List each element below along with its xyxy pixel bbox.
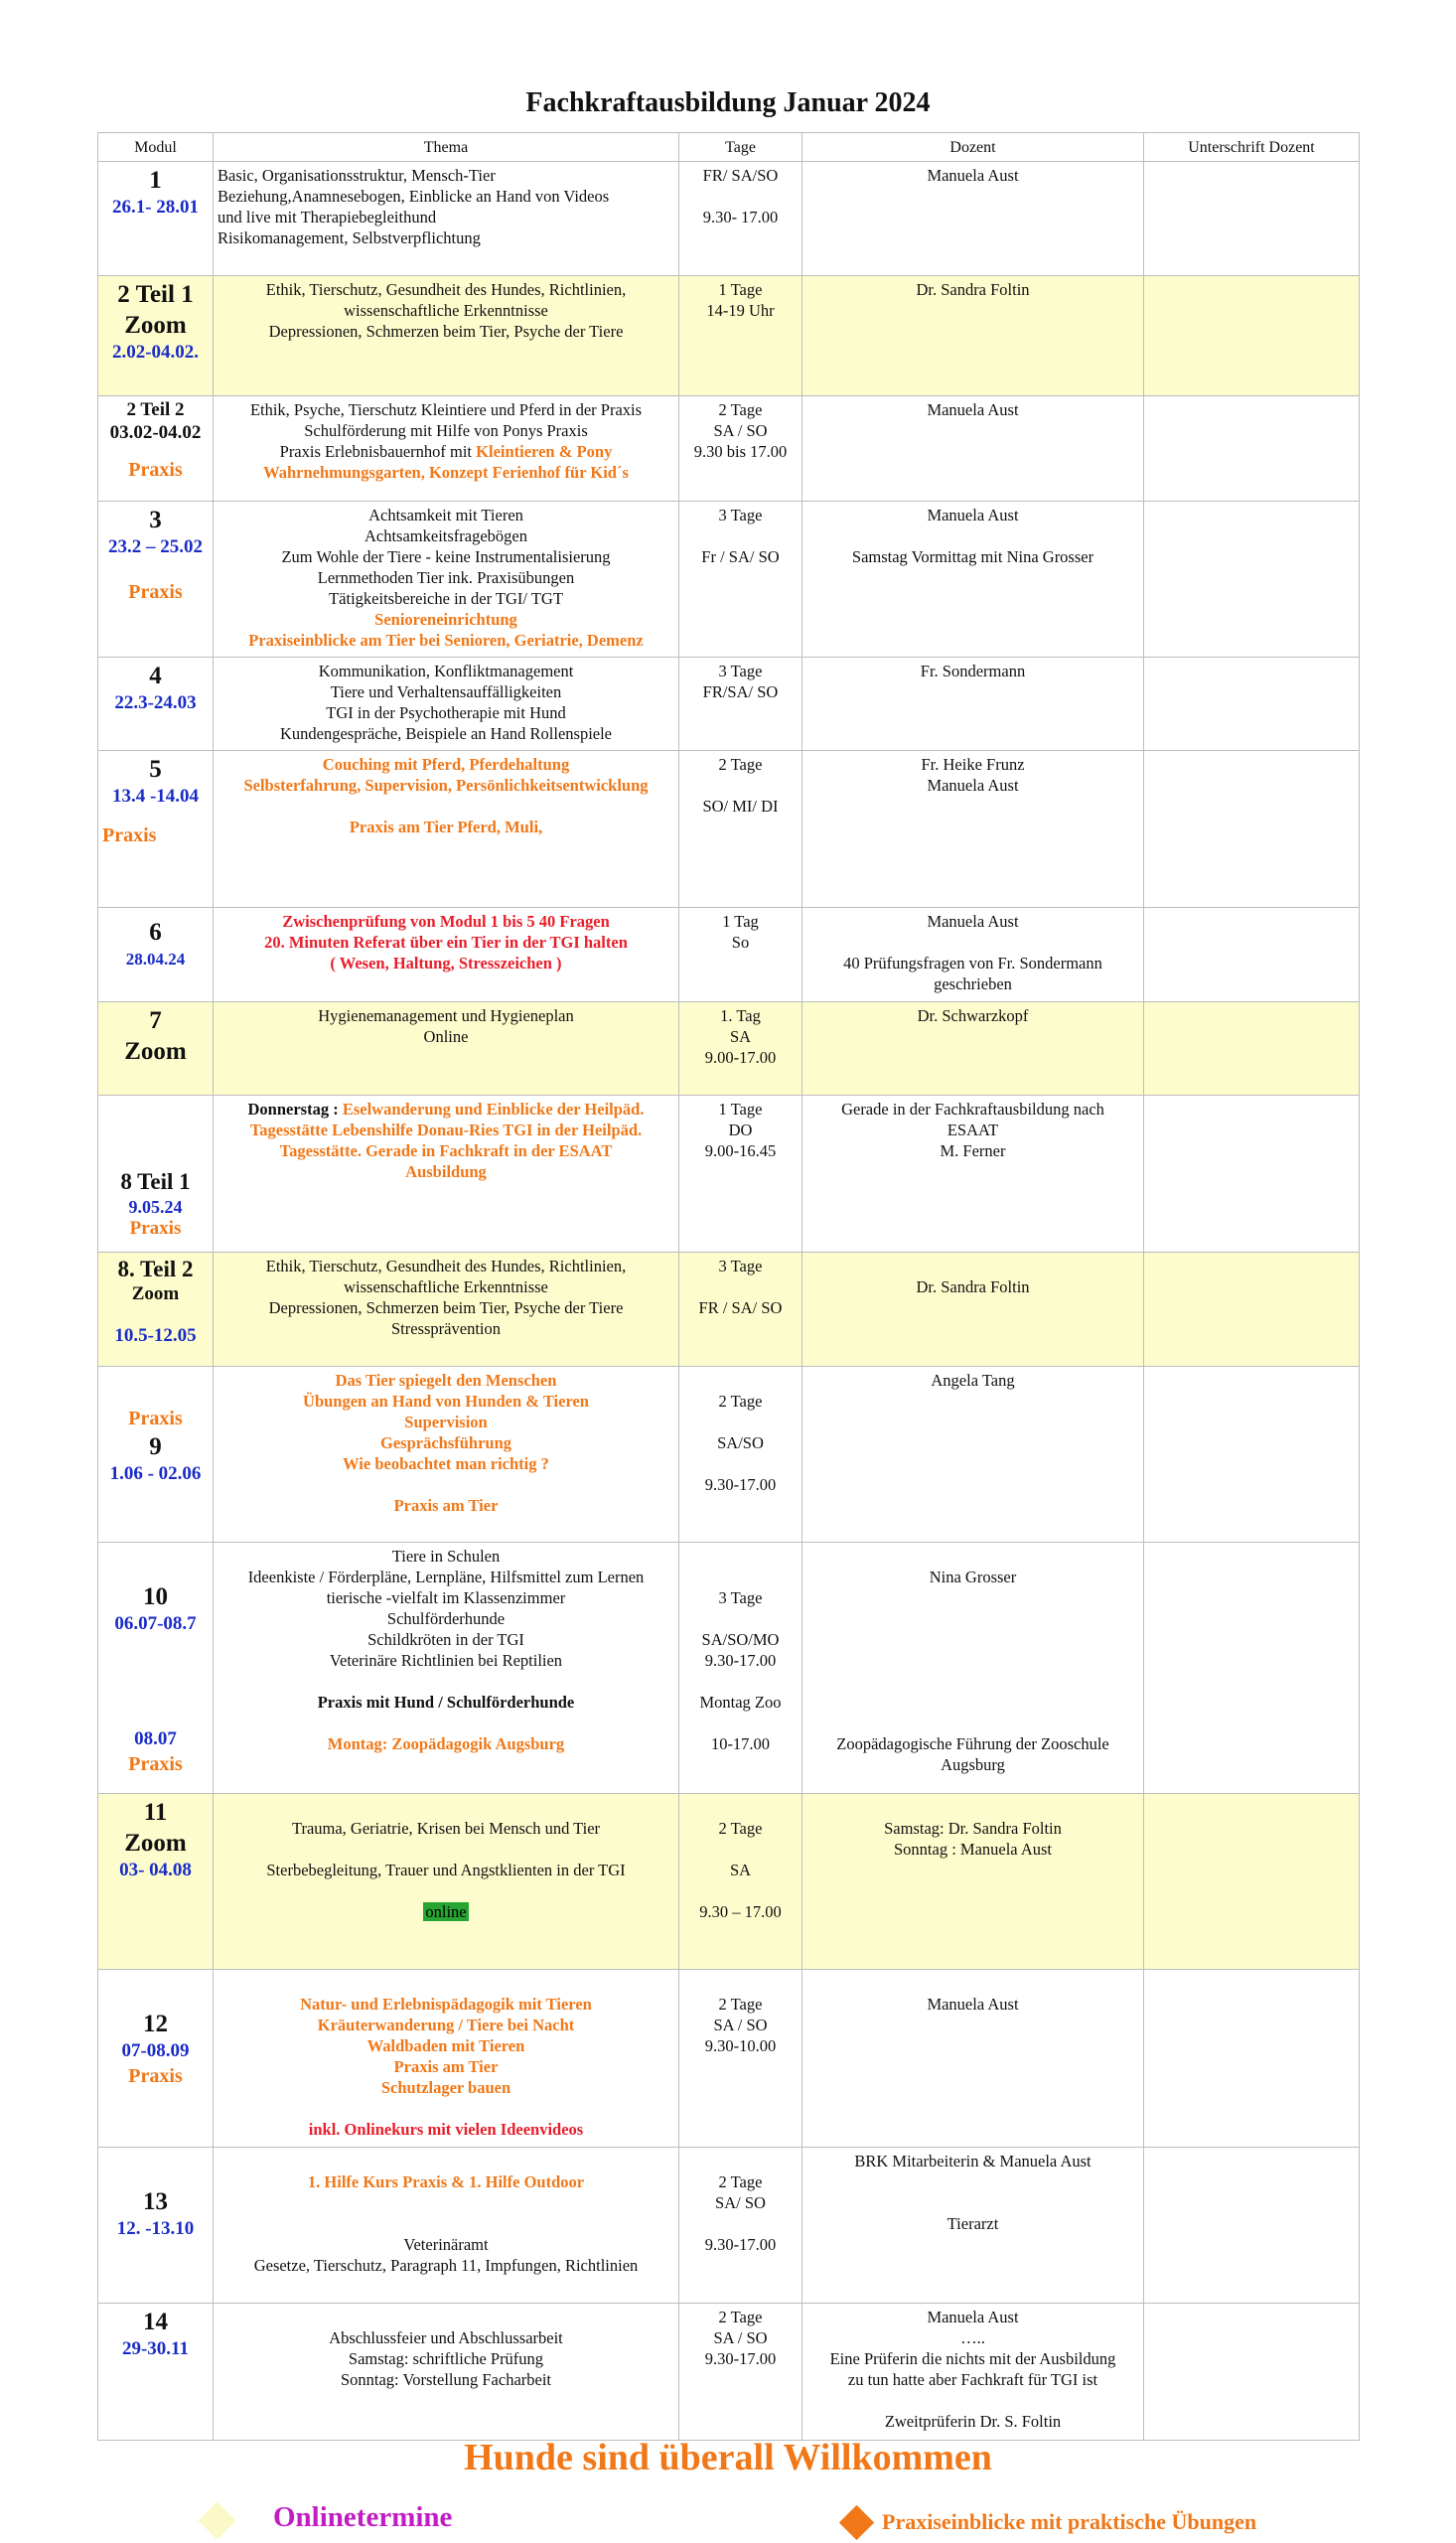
table-row [98,396,1360,502]
thema-line: wissenschaftliche Erkenntnisse [344,301,548,320]
tage-line: 2 Tage [718,400,763,419]
thema-line: Tiere und Verhaltensauffälligkeiten [330,682,562,701]
dozent-line: Manuela Aust [927,1995,1019,2014]
thema-highlight: Ausbildung [405,1162,487,1181]
thema-highlight: Senioreneinrichtung [374,610,517,629]
table-row [98,658,1360,751]
modul-number: 5 [149,756,162,783]
thema-highlight: Tagesstätte. Gerade in Fachkraft in der ESAAT [279,1141,613,1160]
thema-line: wissenschaftliche Erkenntnisse [344,1277,548,1296]
dozent-line: geschrieben [934,974,1012,993]
modul-cell [98,396,214,502]
dozent-line: Manuela Aust [927,506,1019,524]
table-row [98,502,1360,658]
thema-line: Schulförderhunde [386,1609,506,1628]
header-modul: Modul [98,133,214,162]
modul-cell [98,2148,214,2304]
thema-line: Zum Wohle der Tiere - keine Instrumentalisierung [281,547,611,566]
tage-line: 3 Tage [718,1257,763,1275]
thema-text: Praxis Erlebnisbauernhof mit [279,442,477,461]
tage-line: SA [729,1027,752,1046]
modul-number: 13 [143,2188,168,2215]
tage-line: 2 Tage [718,755,763,774]
thema-line [218,1901,674,1922]
modul-date: 03- 04.08 [119,1860,192,1880]
tage-cell [679,2148,802,2304]
thema-line: Veterinäre Richtlinien bei Reptilien [329,1651,563,1670]
thema-line: Ethik, Tierschutz, Gesundheit des Hundes, Richtlinien, [265,280,627,299]
modul-cell [98,1543,214,1794]
thema-cell [214,908,679,1002]
thema-line: Online [423,1027,469,1046]
tage-line: 9.30 – 17.00 [699,1902,782,1921]
modul-praxis-label: Praxis [128,459,183,481]
dozent-cell [802,2304,1144,2441]
dozent-line: Sonntag : Manuela Aust [893,1840,1053,1859]
modul-cell [98,502,214,658]
modul-number: 12 [143,2011,168,2037]
dozent-line: Augsburg [941,1755,1005,1774]
dozent-line: Eine Prüferin die nichts mit der Ausbildung [829,2349,1116,2368]
modul-date: 28.04.24 [125,950,186,969]
table-header-row [98,133,1360,162]
tage-line: 3 Tage [718,662,763,680]
legend-praxis-label: Praxiseinblicke mit praktische Übungen [882,2509,1257,2534]
dozent-line: Manuela Aust [927,400,1019,419]
online-badge: online [425,1902,467,1921]
signature-cell[interactable] [1144,908,1360,1002]
table-row [98,2304,1360,2441]
modul-praxis-label: Praxis [129,1218,182,1239]
modul-praxis-label: Praxis [128,581,183,603]
dozent-line: Manuela Aust [927,2308,1019,2326]
tage-cell [679,751,802,908]
tage-cell [679,1002,802,1096]
thema-cell [214,1970,679,2148]
tage-line: 9.30-17.00 [704,1475,777,1494]
dozent-cell [802,1253,1144,1367]
thema-line: TGI in der Psychotherapie mit Hund [326,703,566,722]
modul-number: 7 [149,1007,162,1034]
tage-cell [679,1794,802,1970]
dozent-line: Manuela Aust [927,166,1019,185]
thema-line: Tiere in Schulen [391,1547,501,1566]
modul-cell [98,162,214,276]
tage-line: FR/ SA/SO [702,166,779,185]
dozent-cell [802,396,1144,502]
tage-line: 9.00-17.00 [704,1048,777,1067]
thema-line [218,441,674,462]
tage-cell [679,1096,802,1253]
dozent-cell [802,276,1144,396]
modul-date: 06.07-08.7 [114,1613,197,1634]
thema-highlight: Übungen an Hand von Hunden & Tieren [303,1392,589,1411]
thema-cell [214,1096,679,1253]
page-title: Fachkraftausbildung Januar 2024 [525,87,931,118]
thema-line: Risikomanagement, Selbstverpflichtung [218,228,481,247]
thema-alert: ( Wesen, Haltung, Stresszeichen ) [330,954,562,972]
schedule-table [97,132,1360,2441]
dozent-line: Nina Grosser [929,1568,1017,1586]
yellow-diamond-icon [198,2501,235,2539]
thema-highlight: Couching mit Pferd, Pferdehaltung [322,755,570,774]
header-thema: Thema [214,133,679,162]
dozent-line: Gerade in der Fachkraftausbildung nach [841,1100,1104,1119]
thema-line: Stressprävention [391,1319,501,1338]
thema-highlight: Praxis am Tier Pferd, Muli, [349,818,543,836]
dozent-cell [802,1367,1144,1543]
modul-praxis-label: Praxis [128,2065,183,2087]
thema-cell [214,1002,679,1096]
tage-line: SA / SO [713,2016,768,2034]
tage-line: 1. Tag [720,1006,761,1025]
tage-line: 2 Tage [718,1819,763,1838]
thema-line: Sterbebegleitung, Trauer und Angstklienten in der TGI [266,1861,626,1879]
modul-cell [98,1367,214,1543]
dozent-cell [802,1543,1144,1794]
thema-line: Tätigkeitsbereiche in der TGI/ TGT [329,589,563,608]
thema-line [218,1099,674,1120]
dozent-line: Fr. Heike Frunz [921,755,1025,774]
modul-number: 10 [143,1583,168,1610]
modul-praxis-label: Praxis [128,1753,183,1775]
tage-line: SA/ SO [715,2193,766,2212]
modul-cell [98,751,214,908]
dozent-cell [802,502,1144,658]
thema-line: Samstag: schriftliche Prüfung [348,2349,544,2368]
dozent-cell [802,1002,1144,1096]
dozent-cell [802,658,1144,751]
thema-highlight: Gesprächsführung [379,1433,512,1452]
dozent-cell [802,162,1144,276]
tage-line: 9.30-17.00 [704,2235,777,2254]
thema-line: Achtsamkeit mit Tieren [368,506,523,524]
dozent-line: Tierarzt [946,2214,999,2233]
thema-line: Depressionen, Schmerzen beim Tier, Psyche der Tiere [268,1298,624,1317]
modul-cell [98,1794,214,1970]
modul-number: 9 [149,1433,162,1460]
signature-cell[interactable] [1144,1367,1360,1543]
dozent-cell [802,908,1144,1002]
tage-line: 9.30-17.00 [704,1651,777,1670]
modul-date: 10.5-12.05 [114,1325,197,1346]
thema-cell [214,1253,679,1367]
tage-line: 1 Tage [718,1100,763,1119]
thema-highlight: 1. Hilfe Kurs Praxis & 1. Hilfe Outdoor [307,2172,585,2191]
table-row [98,751,1360,908]
tage-line: 14-19 Uhr [706,301,775,320]
signature-cell[interactable] [1144,396,1360,502]
tage-cell [679,908,802,1002]
table-row [98,1794,1360,1970]
modul-date: 1.06 - 02.06 [109,1463,202,1484]
thema-highlight: Waldbaden mit Tieren [366,2036,525,2055]
dozent-line: Zweitprüferin Dr. S. Foltin [884,2412,1062,2431]
tage-line: Montag Zoo [699,1693,782,1712]
thema-line: Hygienemanagement und Hygieneplan [318,1006,574,1025]
tage-line: 1 Tage [718,280,763,299]
dozent-line: zu tun hatte aber Fachkraft für TGI ist [847,2370,1098,2389]
tage-line: 3 Tage [718,1588,763,1607]
modul-praxis-label: Praxis [128,1408,183,1429]
table-row [98,162,1360,276]
dozent-line: Fr. Sondermann [920,662,1026,680]
modul-number: 2 Teil 2 [126,399,185,420]
modul-praxis-label: Praxis [102,824,157,846]
modul-date: 26.1- 28.01 [111,197,200,218]
thema-cell [214,658,679,751]
tage-line: 2 Tage [718,2308,763,2326]
thema-line: Ethik, Tierschutz, Gesundheit des Hundes, Richtlinien, [265,1257,627,1275]
modul-cell [98,276,214,396]
modul-number: 11 [143,1799,168,1826]
modul-date-2: 08.07 [134,1728,177,1749]
thema-line: Kundengespräche, Beispiele an Hand Rollenspiele [279,724,613,743]
thema-line: Basic, Organisationsstruktur, Mensch-Tier [218,166,496,185]
header-dozent: Dozent [802,133,1144,162]
thema-line: Lernmethoden Tier ink. Praxisübungen [317,568,575,587]
footer-slogan: Hunde sind überall Willkommen [464,2437,992,2478]
tage-cell [679,502,802,658]
thema-highlight: Praxiseinblicke am Tier bei Senioren, Geriatrie, Demenz [248,631,644,650]
thema-cell [214,1367,679,1543]
thema-line: Gesetze, Tierschutz, Paragraph 11, Impfungen, Richtlinien [253,2256,639,2275]
tage-cell [679,396,802,502]
signature-cell[interactable] [1144,2148,1360,2304]
thema-highlight: Supervision [404,1413,488,1431]
thema-highlight: Schutzlager bauen [380,2078,511,2097]
signature-cell[interactable] [1144,162,1360,276]
table-row [98,1367,1360,1543]
tage-line: SA / SO [713,421,768,440]
tage-cell [679,276,802,396]
thema-highlight: Praxis am Tier [393,1496,499,1515]
dozent-cell [802,2148,1144,2304]
thema-alert: 20. Minuten Referat über ein Tier in der TGI halten [264,933,628,952]
thema-line: Beziehung,Anamnesebogen, Einblicke an Hand von Videos [218,187,610,206]
tage-line: 9.30-17.00 [704,2349,777,2368]
tage-line: SA/SO/MO [701,1630,780,1649]
thema-line: Trauma, Geriatrie, Krisen bei Mensch und Tier [291,1819,601,1838]
modul-date: 03.02-04.02 [109,422,202,443]
tage-line: 2 Tage [718,1392,763,1411]
tage-line: 1 Tag [722,912,759,931]
table-row [98,1253,1360,1367]
modul-date: 23.2 – 25.02 [108,536,203,557]
modul-number: 8 Teil 1 [120,1169,191,1194]
thema-alert: Zwischenprüfung von Modul 1 bis 5 40 Fragen [282,912,610,931]
modul-date: 29-30.11 [121,2338,190,2359]
modul-number: 4 [149,663,162,689]
modul-cell [98,1253,214,1367]
thema-line: Abschlussfeier und Abschlussarbeit [329,2328,563,2347]
modul-date: 22.3-24.03 [114,692,197,713]
modul-date: 12. -13.10 [116,2218,195,2239]
table-row [98,1096,1360,1253]
thema-highlight: Montag: Zoopädagogik Augsburg [327,1734,565,1753]
modul-zoom-label: Zoom [131,1283,180,1304]
table-row [98,1970,1360,2148]
tage-line: 2 Tage [718,2172,763,2191]
dozent-line: Zoopädagogische Führung der Zooschule [836,1734,1109,1753]
thema-cell [214,751,679,908]
dozent-line: 40 Prüfungsfragen von Fr. Sondermann [843,954,1102,972]
tage-line: 9.30-10.00 [704,2036,777,2055]
signature-cell[interactable] [1144,1794,1360,1970]
tage-line: SA / SO [713,2328,768,2347]
thema-line: Ethik, Psyche, Tierschutz Kleintiere und Pferd in der Praxis [249,400,643,419]
signature-cell[interactable] [1144,2304,1360,2441]
table-row [98,1002,1360,1096]
tage-line: SA [729,1861,752,1879]
signature-cell[interactable] [1144,1253,1360,1367]
orange-diamond-icon [839,2505,874,2540]
dozent-line: ESAAT [946,1121,999,1139]
tage-line: So [731,933,750,952]
tage-cell [679,1970,802,2148]
thema-cell [214,276,679,396]
tage-line: 2 Tage [718,1995,763,2014]
modul-number: 6 [149,919,162,946]
table-row [98,276,1360,396]
dozent-line: Angela Tang [931,1371,1015,1390]
signature-cell[interactable] [1144,276,1360,396]
thema-cell [214,502,679,658]
thema-highlight: Selbsterfahrung, Supervision, Persönlichkeitsentwicklung [243,776,649,795]
thema-cell [214,2304,679,2441]
modul-date: 07-08.09 [121,2040,190,2061]
tage-line: 9.30 bis 17.00 [693,442,788,461]
tage-cell [679,162,802,276]
thema-highlight: Eselwanderung und Einblicke der Heilpäd. [342,1100,645,1119]
thema-highlight: Kleintieren & Pony [476,442,613,461]
dozent-cell [802,1794,1144,1970]
thema-line: Depressionen, Schmerzen beim Tier, Psyche der Tiere [268,322,624,341]
tage-line: 9.00-16.45 [704,1141,777,1160]
thema-cell [214,162,679,276]
thema-cell [214,396,679,502]
thema-highlight: Wie beobachtet man richtig ? [343,1454,549,1473]
thema-line: Schulförderung mit Hilfe von Ponys Praxis [304,421,588,440]
thema-line: Ideenkiste / Förderpläne, Lernpläne, Hilfsmittel zum Lernen [247,1568,645,1586]
tage-line: SA/SO [717,1433,764,1452]
thema-line: Kommunikation, Konfliktmanagement [318,662,574,680]
modul-zoom-label: Zoom [124,312,187,339]
thema-line: Schildkröten in der TGI [367,1630,524,1649]
thema-line: Achtsamkeitsfragebögen [364,526,528,545]
modul-date: 2.02-04.02. [111,342,200,363]
dozent-line: Manuela Aust [927,776,1019,795]
dozent-line: Dr. Sandra Foltin [916,1277,1030,1296]
modul-number: 1 [149,167,162,194]
tage-line: 10-17.00 [710,1734,771,1753]
thema-cell [214,2148,679,2304]
signature-cell[interactable] [1144,658,1360,751]
thema-highlight: Praxis am Tier [393,2057,499,2076]
tage-line: DO [728,1121,753,1139]
tage-line: Fr / SA/ SO [701,547,780,566]
thema-highlight: Kräuterwanderung / Tiere bei Nacht [317,2016,575,2034]
thema-cell [214,1794,679,1970]
modul-cell [98,658,214,751]
modul-cell [98,1002,214,1096]
thema-line: Sonntag: Vorstellung Facharbeit [340,2370,552,2389]
dozent-line: Samstag: Dr. Sandra Foltin [884,1819,1062,1838]
tage-cell [679,1253,802,1367]
dozent-line: Manuela Aust [927,912,1019,931]
thema-highlight: Das Tier spiegelt den Menschen [335,1371,557,1390]
thema-bold: Praxis mit Hund / Schulförderhunde [317,1693,575,1712]
signature-cell[interactable] [1144,751,1360,908]
signature-cell[interactable] [1144,502,1360,658]
dozent-line: M. Ferner [940,1141,1006,1160]
signature-cell[interactable] [1144,1096,1360,1253]
dozent-cell [802,751,1144,908]
dozent-line: ….. [960,2328,985,2347]
modul-cell [98,1970,214,2148]
dozent-line: Samstag Vormittag mit Nina Grosser [851,547,1094,566]
header-tage: Tage [679,133,802,162]
thema-cell [214,1543,679,1794]
tage-line: FR/SA/ SO [702,682,779,701]
thema-line: und live mit Therapiebegleithund [218,208,437,226]
tage-line: 9.30- 17.00 [702,208,779,226]
dozent-cell [802,1970,1144,2148]
tage-cell [679,658,802,751]
table-row [98,1543,1360,1794]
modul-date: 9.05.24 [128,1197,183,1217]
modul-number: 3 [149,507,162,533]
modul-cell [98,2304,214,2441]
tage-line: 3 Tage [718,506,763,524]
header-unterschrift: Unterschrift Dozent [1144,133,1360,162]
modul-cell [98,1096,214,1253]
dozent-line: BRK Mitarbeiterin & Manuela Aust [854,2152,1092,2170]
thema-line: Veterinäramt [403,2235,489,2254]
modul-date: 13.4 -14.04 [111,786,200,807]
tage-line: FR / SA/ SO [698,1298,783,1317]
tage-cell [679,1543,802,1794]
thema-highlight: Tagesstätte Lebenshilfe Donau-Ries TGI in der Heilpäd. [249,1121,643,1139]
thema-bold: Donnerstag : [247,1100,343,1119]
dozent-line: Dr. Schwarzkopf [917,1006,1029,1025]
modul-number: 14 [143,2309,168,2335]
signature-cell[interactable] [1144,1002,1360,1096]
dozent-cell [802,1096,1144,1253]
tage-cell [679,1367,802,1543]
modul-number: 2 Teil 1 [117,281,194,308]
table-row [98,908,1360,1002]
modul-zoom-label: Zoom [124,1830,187,1857]
signature-cell[interactable] [1144,1543,1360,1794]
thema-highlight: Natur- und Erlebnispädagogik mit Tieren [300,1995,592,2014]
signature-cell[interactable] [1144,1970,1360,2148]
modul-zoom-label: Zoom [124,1038,187,1065]
thema-highlight: Wahrnehmungsgarten, Konzept Ferienhof für Kid´s [263,463,629,482]
tage-cell [679,2304,802,2441]
modul-cell [98,908,214,1002]
legend-online-label: Onlinetermine [273,2501,453,2533]
modul-number: 8. Teil 2 [117,1257,194,1281]
thema-line: tierische -vielfalt im Klassenzimmer [326,1588,566,1607]
tage-line: SO/ MI/ DI [702,797,779,816]
table-row [98,2148,1360,2304]
dozent-line: Dr. Sandra Foltin [916,280,1030,299]
thema-alert: inkl. Onlinekurs mit vielen Ideenvideos [308,2120,584,2139]
